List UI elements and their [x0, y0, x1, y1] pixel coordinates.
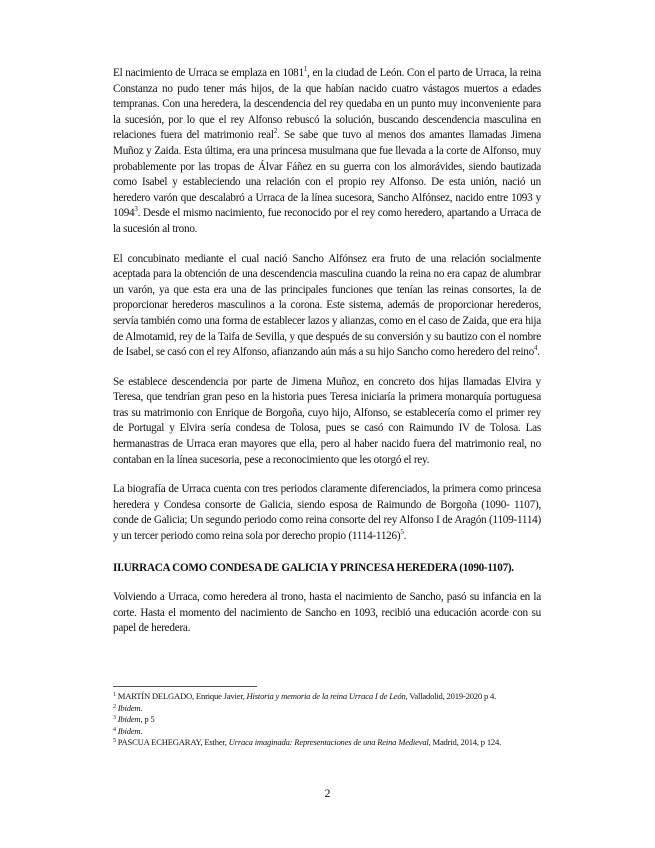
footnote-details: .: [140, 702, 143, 713]
footnote-details: , Valladolid, 2019-2020 p 4.: [405, 691, 497, 701]
footnote-number: 2: [113, 703, 116, 710]
footnote-title: Historia y memoria de la reina Urraca I de León: [246, 691, 406, 701]
footnote-number: 4: [113, 726, 116, 733]
paragraph-3: [113, 375, 541, 469]
text-run: Se establece descendencia por parte de Jimena Muñoz, en concreto dos hijas llamadas Elvira y Teresa, que tendrían gran peso en la historia pues Teresa iniciaría la primera monarquía portuguesa tras su matrimonio con Enrique de Borgoña, cuyo hijo, Alfonso, se establecería como el primer rey de Portugal y Elvira sería condesa de Tolosa, pues se casó con Raimundo IV de Tolosa. Las hermanastras de Urraca eran mayores que ella, pero al haber nacido fuera del matrimonio real, no contaban en la línea sucesoria, pese a reconocimiento que les otorgó el rey.: [113, 375, 541, 466]
paragraph-1: [113, 66, 541, 238]
footnote-title: Ibidem: [117, 702, 141, 713]
footnote-item: [113, 714, 541, 726]
footnote-number: 1: [113, 692, 116, 698]
footnote-number: 5: [113, 738, 116, 745]
footnote-item: [113, 726, 541, 738]
paragraph-2: [113, 252, 541, 361]
footnote-author: MARTÍN DELGADO, Enrique Javier,: [117, 691, 247, 701]
paragraph-5: Volviendo a Urraca, como heredera al trono, hasta el nacimiento de Sancho, pasó su infancia en la corte. Hasta el momento del nacimiento de Sancho en 1093, recibió una educación acorde con su papel de heredera.: [113, 591, 541, 635]
footnote-ref[interactable]: 5: [400, 528, 404, 537]
footnote-details: , p 5: [140, 714, 155, 725]
page-body: [113, 66, 541, 637]
text-run: La biografía de Urraca cuenta con tres periodos claramente diferenciados, la primera como princesa heredera y Condesa consorte de Galicia, siendo esposa de Raimundo de Borgoña (1090- 1107), conde de Galicia; Un segundo periodo como reina consorte del rey Alfonso I de Aragón (1109-1114) y un tercer periodo como reina sola por derecho propio (1114-1126): [113, 483, 541, 543]
footnote-item: [113, 737, 541, 749]
footnote-item: [113, 703, 541, 715]
footnote-item: [113, 691, 541, 703]
text-run: .: [403, 530, 407, 543]
footnote-ref[interactable]: 2: [273, 127, 277, 136]
footnote-details: .: [140, 725, 143, 736]
text-run: . Se sabe que tuvo al menos dos amantes llamadas Jimena Muñoz y Zaida. Esta última, era una princesa musulmana que fue llevada a la corte de Alfonso, muy probablemente por las tropas de Álvar Fáñez en su guerra con los almorávides, siendo bautizada como Isabel y estableciendo una relación con el propio rey Alfonso. De esta unión, nació un heredero varón que descalabró a Urraca de la línea sucesora, Sancho Alfónsez, nacido entre 1093 y 1094: [113, 129, 541, 220]
footnote-number: 3: [113, 715, 116, 722]
page-number: 2: [324, 786, 331, 800]
text-run: El concubinato mediante el cual nació Sancho Alfónsez era fruto de una relación socialmente aceptada para la obtención de una descendencia masculina cuando la reina no era capaz de alumbrar un varón, ya que esta era una de las principales funciones que tenían las reinas consortes, la de proporcionar herederos masculinos a la corona. Este sistema, además de proporcionar herederos, servía también como una forma de establecer lazos y alianzas, como en el caso de Zaida, que era hija de Almotamid, rey de la Taifa de Sevilla, y que después de su conversión y su bautizo con el nombre de Isabel, se casó con el rey Alfonso, afianzando aún más a su hijo Sancho como heredero del reino: [113, 252, 541, 359]
text-run: . Desde el mismo nacimiento, fue reconocido por el rey como heredero, apartando a Urraca de la sucesión al trono.: [113, 207, 541, 235]
footnote-ref[interactable]: 3: [134, 205, 138, 214]
footnote-title: Ibidem: [117, 725, 141, 736]
footnotes: [113, 686, 541, 749]
footnote-author: PASCUA ECHEGARAY, Esther,: [117, 737, 229, 748]
text-run: El nacimiento de Urraca se emplaza en 1081: [113, 67, 304, 79]
footnote-details: , Madrid, 2014, p 124.: [428, 737, 502, 748]
paragraph-4: [113, 482, 541, 544]
footnote-ref[interactable]: 1: [303, 65, 308, 73]
text-run: , en la ciudad de León. Con el parto de Urraca, la reina Constanza no pudo tener más hijos, de la que habían nacido cuatro vástagos muertos a edades tempranas. Con una heredera, la descendencia del rey quedaba en un punto muy inconveniente para la sucesión, por lo que el rey Alfonso rebuscó la solución, buscando descendencia masculina en relaciones fuera del matrimonio real: [113, 67, 541, 142]
footnote-ref[interactable]: 4: [533, 344, 538, 353]
section-heading: II.URRACA COMO CONDESA DE GALICIA Y PRINCESA HEREDERA (1090-1107).: [113, 561, 514, 574]
text-run: .: [537, 346, 540, 359]
footnote-title: Urraca imaginada: Representaciones de una Reina Medieval: [228, 737, 429, 748]
footnote-divider: [113, 686, 257, 687]
footnote-title: Ibidem: [117, 714, 141, 725]
